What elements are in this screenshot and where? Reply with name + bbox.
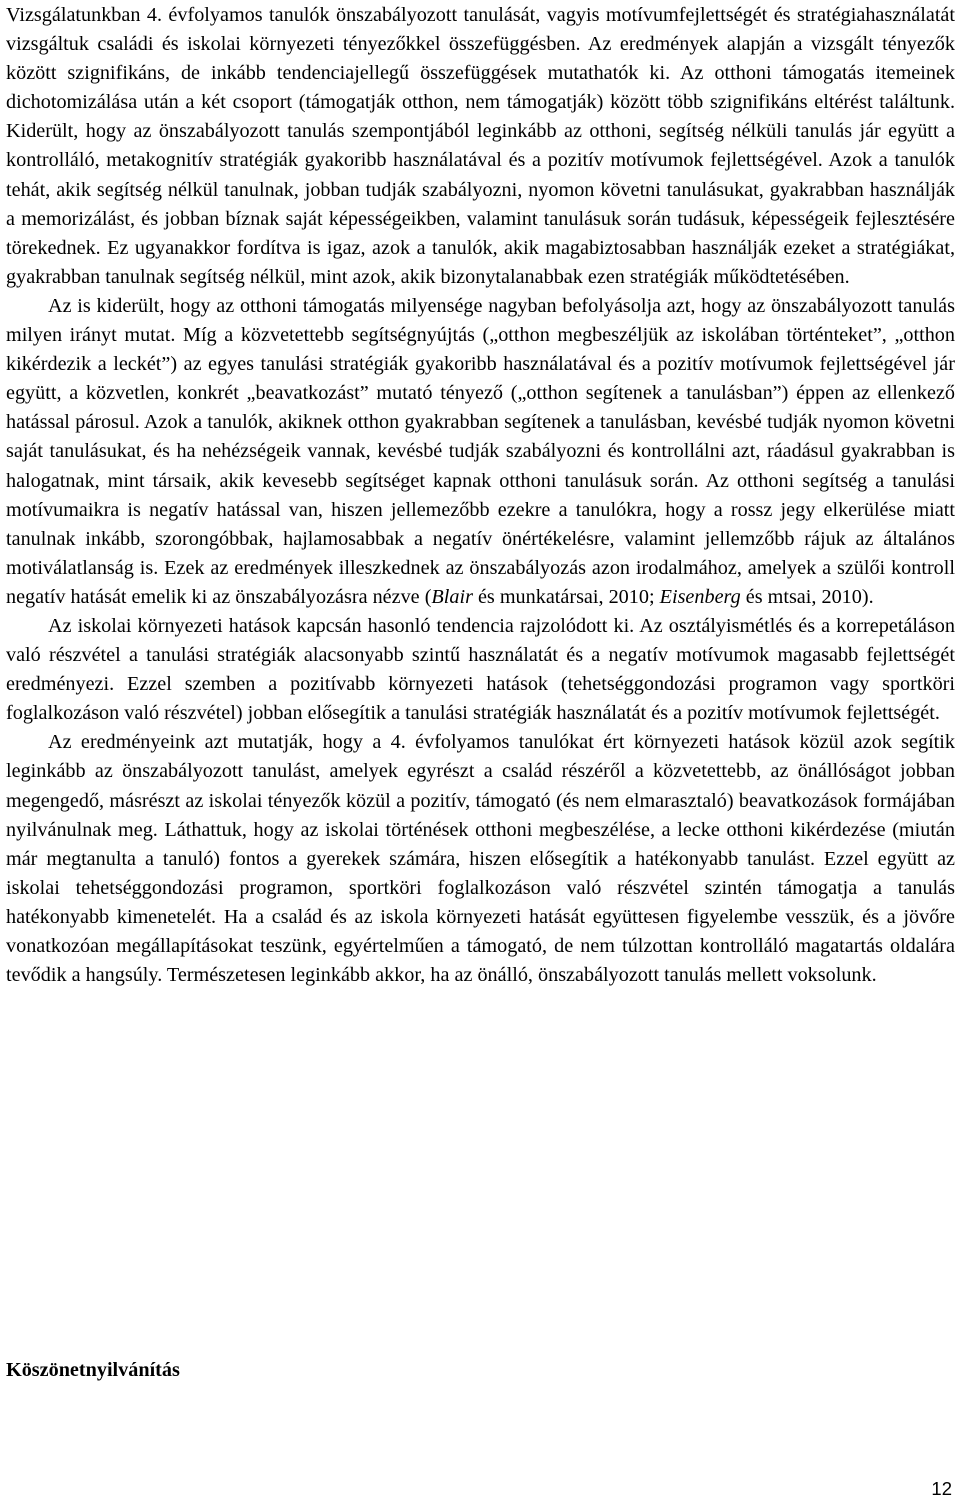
paragraph-conclusion-text: Az eredményeink azt mutatják, hogy a 4. évfolyamos tanulókat ért környezeti hatások közül azok segítik leginkább az önszabályozott tanulást, amelyek egyrészt a család részéről a közvetettebb, az önállóságot jobban megengedő, másrészt az iskolai tényezők közül a pozitív, támogató (és nem elmarasztaló) beavatkozások formájában nyilvánulnak meg. Láthattuk, hogy az iskolai történések otthoni megbeszélése, a lecke otthoni kikérdezése (miután már megtanulta a tanuló) fontos a gyerekek számára, hiszen elősegítik a hatékonyabb tanulást. Ezzel együtt az iskolai tehetséggondozási programon, sportköri foglalkozáson való részvétel szintén támogatja a tanulás hatékonyabb kimenetelét. Ha a család és az iskola környezeti hatását együttesen figyelembe vesszük, és a jövőre vonatkozóan megállapításokat teszünk, egyértelműen a támogató, de nem túlzottan kontrolláló magatartás oldalára tevődik a hangsúly. Természetesen leginkább akkor, ha az önálló, önszabályozott tanulás mellett voksolunk.: [6, 731, 955, 987]
citation-author-eisenberg: Eisenberg: [659, 585, 741, 608]
paragraph-summary: [6, 1, 955, 292]
page-number: 12: [931, 1478, 952, 1499]
paragraph-home-support-text: Az is kiderült, hogy az otthoni támogatás milyensége nagyban befolyásolja azt, hogy az önszabályozott tanulás milyen irányt mutat. Míg a közvetettebb segítségnyújtás („otthon megbeszéljük az iskolában történteket”, „otthon kikérdezik a leckét”) az egyes tanulási stratégiák gyakoribb használatával és a pozitív motívumok fejlettségével jár együtt, a közvetlen, konkrét „beavatkozást” mutató tényező („otthon segítenek a tanulásban”) éppen az ellenkező hatással párosul. Azok a tanulók, akiknek otthon gyakrabban segítenek a tanulásban, kevésbé tudják nyomon követni saját tanulásukat, és ha nehézségeik vannak, kevésbé tudják szabályozni és kontrollálni azt, ráadásul gyakrabban is halogatnak, mint társaik, akik kevesebb segítséget kapnak otthoni tanulásuk során. Az otthoni segítség a tanulási motívumaikra is negatív hatással van, hiszen jellemezőbb ezekre a tanulókra, hogy a rossz jegy elkerülése miatt tanulnak inkább, szorongóbbak, hajlamosabbak a negatív önértékelésre, valamint jellemzőbb rájuk az általános motiválatlanság is. Ezek az eredmények illeszkednek az önszabályozás azon irodalmához, amelyek a szülői kontroll negatív hatását emelik ki az önszabályozásra nézve (: [6, 294, 955, 608]
paragraph-home-support: [6, 292, 955, 612]
paragraph-school-effects: [6, 612, 955, 728]
paragraph-home-support-text-3: és mtsai, 2010).: [740, 585, 874, 608]
paragraph-conclusion: [6, 728, 955, 990]
section-heading-acknowledgements: Köszönetnyilvánítás: [6, 1359, 180, 1381]
page-body: [6, 0, 955, 990]
paragraph-summary-text: Vizsgálatunkban 4. évfolyamos tanulók önszabályozott tanulását, vagyis motívumfejlettségét és stratégiahasználatát vizsgáltuk családi és iskolai környezeti tényezőkkel összefüggésben. Az eredmények alapján a vizsgált tényezők között szignifikáns, de inkább tendenciajellegű összefüggések mutathatók ki. Az otthoni támogatás itemeinek dichotomizálása után a két csoport (támogatják otthon, nem támogatják) között több szignifikáns eltérést találtunk. Kiderült, hogy az önszabályozott tanulás szempontjából leginkább az otthoni, segítség nélküli tanulás jár együtt a kontrolláló, metakognitív stratégiák gyakoribb használatával és a pozitív motívumok fejlettségével. Azok a tanulók tehát, akik segítség nélkül tanulnak, jobban tudják szabályozni, nyomon követni tanulásukat, gyakrabban használják a memorizálást, és jobban bíznak saját képességeikben, valamint tanulásuk során tudásuk, képességeik fejlesztésére törekednek. Ez ugyanakkor fordítva is igaz, azok a tanulók, akik magabiztosabban használják ezeket a stratégiákat, gyakrabban tanulnak segítség nélkül, mint azok, akik bizonytalanabbak ezen stratégiák működtetésében.: [6, 4, 955, 288]
paragraph-school-effects-text: Az iskolai környezeti hatások kapcsán hasonló tendencia rajzolódott ki. Az osztályismétlés és a korrepetáláson való részvétel a tanulási stratégiák alacsonyabb szintű használatát és a negatív motívumok magasabb fejlettségét eredményezi. Ezzel szemben a pozitívabb környezeti hatások (tehetséggondozási programon vagy sportköri foglalkozáson való részvétel) jobban elősegítik a tanulási stratégiák használatát és a pozitív motívumok fejlettségét.: [6, 614, 955, 725]
paragraph-home-support-text-2: és munkatársai, 2010;: [472, 585, 660, 608]
citation-author-blair: Blair: [431, 585, 473, 608]
